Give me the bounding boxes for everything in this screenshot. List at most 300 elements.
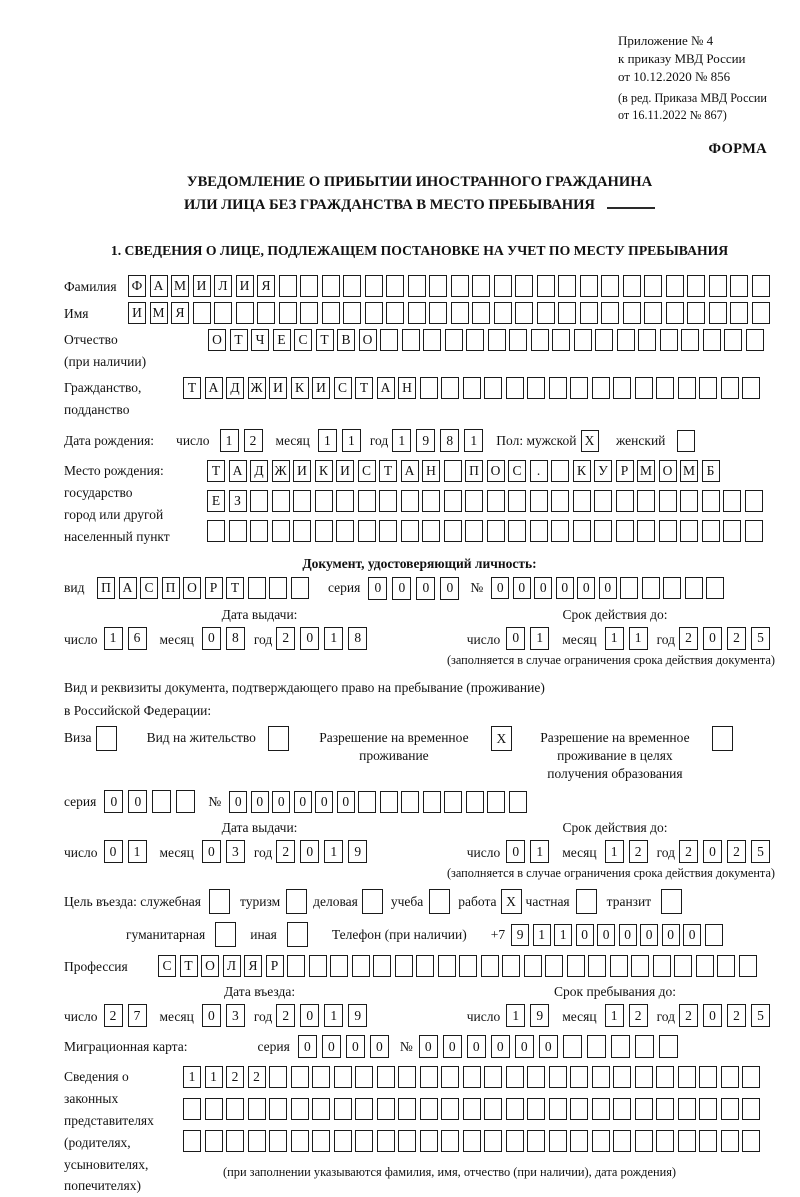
char-cell[interactable]: [721, 377, 739, 399]
char-cell[interactable]: С: [508, 460, 526, 482]
char-cell[interactable]: [730, 302, 748, 324]
char-cell[interactable]: 1: [324, 627, 343, 650]
char-cell[interactable]: [343, 302, 361, 324]
purpose-work-checkbox[interactable]: [501, 889, 522, 914]
char-cell[interactable]: 5: [751, 627, 770, 650]
char-cell[interactable]: [287, 922, 308, 947]
char-cell[interactable]: 0: [346, 1035, 365, 1058]
char-cell[interactable]: Т: [183, 377, 201, 399]
char-cell[interactable]: .: [530, 460, 548, 482]
char-cell[interactable]: [573, 520, 591, 542]
char-cell[interactable]: [377, 1130, 395, 1152]
char-cell[interactable]: 1: [506, 1004, 525, 1027]
char-cell[interactable]: И: [269, 377, 287, 399]
char-cell[interactable]: [183, 1098, 201, 1120]
char-cell[interactable]: [549, 1130, 567, 1152]
char-cell[interactable]: X: [491, 726, 512, 751]
char-cell[interactable]: [365, 302, 383, 324]
char-cell[interactable]: 6: [128, 627, 147, 650]
char-cell[interactable]: [659, 520, 677, 542]
char-cell[interactable]: [611, 1035, 630, 1058]
char-cell[interactable]: [616, 520, 634, 542]
char-cell[interactable]: [506, 1130, 524, 1152]
char-cell[interactable]: [441, 377, 459, 399]
char-cell[interactable]: 0: [272, 791, 290, 813]
char-cell[interactable]: [620, 577, 638, 599]
entry-day-cells[interactable]: [104, 1004, 152, 1027]
char-cell[interactable]: [465, 490, 483, 512]
char-cell[interactable]: [248, 577, 266, 599]
char-cell[interactable]: [207, 520, 225, 542]
char-cell[interactable]: [429, 889, 450, 914]
char-cell[interactable]: Я: [257, 275, 275, 297]
char-cell[interactable]: [358, 490, 376, 512]
char-cell[interactable]: [463, 1130, 481, 1152]
char-cell[interactable]: [644, 275, 662, 297]
char-cell[interactable]: [279, 302, 297, 324]
char-cell[interactable]: П: [162, 577, 180, 599]
char-cell[interactable]: Р: [266, 955, 284, 977]
char-cell[interactable]: [459, 955, 477, 977]
char-cell[interactable]: [524, 955, 542, 977]
char-cell[interactable]: Я: [244, 955, 262, 977]
char-cell[interactable]: 5: [751, 840, 770, 863]
char-cell[interactable]: [502, 955, 520, 977]
char-cell[interactable]: [408, 275, 426, 297]
char-cell[interactable]: И: [293, 460, 311, 482]
char-cell[interactable]: [592, 1130, 610, 1152]
representatives-cells-2[interactable]: [183, 1098, 764, 1120]
doc-kind-cells[interactable]: [97, 577, 312, 599]
char-cell[interactable]: 2: [276, 627, 295, 650]
char-cell[interactable]: [441, 1066, 459, 1088]
char-cell[interactable]: [420, 1098, 438, 1120]
char-cell[interactable]: 0: [300, 627, 319, 650]
char-cell[interactable]: [279, 275, 297, 297]
char-cell[interactable]: [617, 329, 635, 351]
doc-issue-month-cells[interactable]: [202, 627, 250, 650]
char-cell[interactable]: [638, 329, 656, 351]
char-cell[interactable]: [705, 924, 723, 946]
char-cell[interactable]: 0: [467, 1035, 486, 1058]
purpose-humanitarian-checkbox[interactable]: [215, 922, 236, 947]
char-cell[interactable]: 1: [104, 627, 123, 650]
char-cell[interactable]: [712, 726, 733, 751]
char-cell[interactable]: [642, 577, 660, 599]
char-cell[interactable]: Д: [250, 460, 268, 482]
char-cell[interactable]: [752, 302, 770, 324]
char-cell[interactable]: А: [205, 377, 223, 399]
char-cell[interactable]: 0: [128, 790, 147, 813]
char-cell[interactable]: [709, 302, 727, 324]
char-cell[interactable]: [549, 377, 567, 399]
doc-issue-day-cells[interactable]: [104, 627, 152, 650]
char-cell[interactable]: [515, 302, 533, 324]
purpose-other-checkbox[interactable]: [287, 922, 308, 947]
char-cell[interactable]: [537, 302, 555, 324]
char-cell[interactable]: [334, 1098, 352, 1120]
char-cell[interactable]: [422, 490, 440, 512]
birth-place-cells-2[interactable]: [207, 490, 766, 512]
char-cell[interactable]: Р: [616, 460, 634, 482]
birth-month-cells[interactable]: [318, 429, 366, 452]
char-cell[interactable]: [644, 302, 662, 324]
char-cell[interactable]: [484, 1130, 502, 1152]
char-cell[interactable]: Я: [171, 302, 189, 324]
char-cell[interactable]: [494, 275, 512, 297]
char-cell[interactable]: [379, 490, 397, 512]
char-cell[interactable]: 1: [554, 924, 572, 946]
char-cell[interactable]: [481, 955, 499, 977]
char-cell[interactable]: [300, 302, 318, 324]
char-cell[interactable]: [312, 1130, 330, 1152]
char-cell[interactable]: 2: [727, 1004, 746, 1027]
char-cell[interactable]: [613, 1130, 631, 1152]
char-cell[interactable]: [570, 1098, 588, 1120]
char-cell[interactable]: [699, 1098, 717, 1120]
char-cell[interactable]: [293, 520, 311, 542]
char-cell[interactable]: [595, 329, 613, 351]
permit-valid-year-cells[interactable]: [679, 840, 775, 863]
char-cell[interactable]: [552, 329, 570, 351]
representatives-cells-1[interactable]: [183, 1066, 764, 1088]
char-cell[interactable]: [509, 329, 527, 351]
char-cell[interactable]: [635, 1098, 653, 1120]
char-cell[interactable]: [551, 490, 569, 512]
char-cell[interactable]: П: [97, 577, 115, 599]
char-cell[interactable]: [739, 955, 757, 977]
char-cell[interactable]: [408, 302, 426, 324]
char-cell[interactable]: 0: [368, 577, 387, 600]
char-cell[interactable]: А: [377, 377, 395, 399]
char-cell[interactable]: [291, 1130, 309, 1152]
residence-permit-checkbox[interactable]: [268, 726, 289, 751]
char-cell[interactable]: 0: [300, 1004, 319, 1027]
char-cell[interactable]: [663, 577, 681, 599]
char-cell[interactable]: 1: [183, 1066, 201, 1088]
char-cell[interactable]: [463, 1098, 481, 1120]
char-cell[interactable]: [401, 490, 419, 512]
char-cell[interactable]: 0: [337, 791, 355, 813]
char-cell[interactable]: 1: [464, 429, 483, 452]
char-cell[interactable]: [494, 302, 512, 324]
char-cell[interactable]: Т: [316, 329, 334, 351]
char-cell[interactable]: [656, 1098, 674, 1120]
entry-month-cells[interactable]: [202, 1004, 250, 1027]
sex-male-checkbox[interactable]: [581, 430, 603, 452]
char-cell[interactable]: [613, 377, 631, 399]
char-cell[interactable]: 0: [599, 577, 617, 599]
char-cell[interactable]: 0: [491, 1035, 510, 1058]
temp-residence-permit-checkbox[interactable]: [491, 726, 512, 751]
char-cell[interactable]: З: [229, 490, 247, 512]
char-cell[interactable]: [506, 377, 524, 399]
char-cell[interactable]: [551, 460, 569, 482]
char-cell[interactable]: [215, 922, 236, 947]
char-cell[interactable]: [723, 520, 741, 542]
char-cell[interactable]: [291, 1066, 309, 1088]
char-cell[interactable]: [687, 302, 705, 324]
char-cell[interactable]: 3: [226, 1004, 245, 1027]
char-cell[interactable]: Р: [205, 577, 223, 599]
char-cell[interactable]: [438, 955, 456, 977]
char-cell[interactable]: [631, 955, 649, 977]
char-cell[interactable]: М: [680, 460, 698, 482]
char-cell[interactable]: И: [336, 460, 354, 482]
char-cell[interactable]: [699, 1130, 717, 1152]
char-cell[interactable]: И: [236, 275, 254, 297]
char-cell[interactable]: [193, 302, 211, 324]
char-cell[interactable]: 9: [416, 429, 435, 452]
char-cell[interactable]: [441, 1130, 459, 1152]
char-cell[interactable]: [401, 520, 419, 542]
char-cell[interactable]: 2: [104, 1004, 123, 1027]
char-cell[interactable]: [248, 1130, 266, 1152]
char-cell[interactable]: Ж: [248, 377, 266, 399]
char-cell[interactable]: 0: [515, 1035, 534, 1058]
char-cell[interactable]: [322, 275, 340, 297]
char-cell[interactable]: 2: [244, 429, 263, 452]
char-cell[interactable]: О: [359, 329, 377, 351]
char-cell[interactable]: [465, 520, 483, 542]
edu-residence-permit-checkbox[interactable]: [712, 726, 733, 751]
char-cell[interactable]: [444, 520, 462, 542]
char-cell[interactable]: [250, 490, 268, 512]
char-cell[interactable]: О: [659, 460, 677, 482]
char-cell[interactable]: [365, 275, 383, 297]
char-cell[interactable]: [334, 1066, 352, 1088]
char-cell[interactable]: 0: [513, 577, 531, 599]
char-cell[interactable]: 7: [128, 1004, 147, 1027]
char-cell[interactable]: [702, 490, 720, 512]
char-cell[interactable]: [444, 490, 462, 512]
char-cell[interactable]: 1: [629, 627, 648, 650]
representatives-cells-3[interactable]: [183, 1130, 764, 1152]
char-cell[interactable]: [637, 520, 655, 542]
profession-cells[interactable]: [158, 955, 760, 977]
char-cell[interactable]: [205, 1130, 223, 1152]
char-cell[interactable]: У: [594, 460, 612, 482]
char-cell[interactable]: [312, 1066, 330, 1088]
permit-number-cells[interactable]: [229, 791, 530, 813]
char-cell[interactable]: [506, 1066, 524, 1088]
char-cell[interactable]: К: [291, 377, 309, 399]
char-cell[interactable]: [537, 275, 555, 297]
char-cell[interactable]: [386, 275, 404, 297]
entry-year-cells[interactable]: [276, 1004, 372, 1027]
char-cell[interactable]: Ж: [272, 460, 290, 482]
char-cell[interactable]: [355, 1098, 373, 1120]
char-cell[interactable]: [527, 377, 545, 399]
char-cell[interactable]: [96, 726, 117, 751]
char-cell[interactable]: [558, 302, 576, 324]
char-cell[interactable]: 3: [226, 840, 245, 863]
char-cell[interactable]: 0: [506, 840, 525, 863]
char-cell[interactable]: [680, 490, 698, 512]
char-cell[interactable]: Т: [180, 955, 198, 977]
migcard-number-cells[interactable]: [419, 1035, 683, 1058]
char-cell[interactable]: 9: [348, 840, 367, 863]
char-cell[interactable]: Н: [422, 460, 440, 482]
stay-month-cells[interactable]: [605, 1004, 653, 1027]
char-cell[interactable]: [659, 1035, 678, 1058]
char-cell[interactable]: [315, 490, 333, 512]
char-cell[interactable]: X: [581, 430, 599, 452]
char-cell[interactable]: М: [171, 275, 189, 297]
char-cell[interactable]: [610, 955, 628, 977]
char-cell[interactable]: [623, 302, 641, 324]
char-cell[interactable]: 0: [703, 1004, 722, 1027]
char-cell[interactable]: 2: [727, 627, 746, 650]
permit-issue-year-cells[interactable]: [276, 840, 372, 863]
char-cell[interactable]: [506, 1098, 524, 1120]
char-cell[interactable]: [451, 302, 469, 324]
char-cell[interactable]: [685, 577, 703, 599]
char-cell[interactable]: 2: [679, 1004, 698, 1027]
char-cell[interactable]: [358, 791, 376, 813]
char-cell[interactable]: 1: [530, 840, 549, 863]
char-cell[interactable]: [355, 1130, 373, 1152]
char-cell[interactable]: К: [315, 460, 333, 482]
char-cell[interactable]: [656, 377, 674, 399]
char-cell[interactable]: 0: [298, 1035, 317, 1058]
char-cell[interactable]: Т: [355, 377, 373, 399]
given-name-cells[interactable]: [128, 302, 773, 324]
char-cell[interactable]: А: [401, 460, 419, 482]
doc-number-cells[interactable]: [491, 577, 728, 599]
char-cell[interactable]: 2: [629, 1004, 648, 1027]
char-cell[interactable]: [601, 275, 619, 297]
char-cell[interactable]: [398, 1066, 416, 1088]
char-cell[interactable]: 0: [576, 924, 594, 946]
char-cell[interactable]: [678, 377, 696, 399]
char-cell[interactable]: 0: [300, 840, 319, 863]
char-cell[interactable]: М: [637, 460, 655, 482]
char-cell[interactable]: 0: [506, 627, 525, 650]
char-cell[interactable]: [660, 329, 678, 351]
doc-valid-day-cells[interactable]: [506, 627, 554, 650]
char-cell[interactable]: [420, 1066, 438, 1088]
char-cell[interactable]: [588, 955, 606, 977]
char-cell[interactable]: [724, 329, 742, 351]
char-cell[interactable]: 2: [679, 627, 698, 650]
char-cell[interactable]: [563, 1035, 582, 1058]
char-cell[interactable]: [484, 1098, 502, 1120]
char-cell[interactable]: [423, 329, 441, 351]
char-cell[interactable]: [336, 520, 354, 542]
char-cell[interactable]: 1: [324, 840, 343, 863]
char-cell[interactable]: [466, 329, 484, 351]
char-cell[interactable]: Е: [273, 329, 291, 351]
char-cell[interactable]: 0: [202, 627, 221, 650]
char-cell[interactable]: О: [208, 329, 226, 351]
char-cell[interactable]: [422, 520, 440, 542]
char-cell[interactable]: Т: [207, 460, 225, 482]
char-cell[interactable]: [373, 955, 391, 977]
char-cell[interactable]: [472, 275, 490, 297]
doc-series-cells[interactable]: [368, 577, 464, 600]
char-cell[interactable]: [721, 1066, 739, 1088]
char-cell[interactable]: 0: [416, 577, 435, 600]
doc-valid-month-cells[interactable]: [605, 627, 653, 650]
char-cell[interactable]: [484, 1066, 502, 1088]
char-cell[interactable]: X: [501, 889, 522, 914]
char-cell[interactable]: 9: [348, 1004, 367, 1027]
char-cell[interactable]: [613, 1066, 631, 1088]
char-cell[interactable]: [745, 520, 763, 542]
char-cell[interactable]: Е: [207, 490, 225, 512]
char-cell[interactable]: [398, 1098, 416, 1120]
char-cell[interactable]: [742, 1130, 760, 1152]
char-cell[interactable]: 0: [104, 840, 123, 863]
char-cell[interactable]: [723, 490, 741, 512]
char-cell[interactable]: [706, 577, 724, 599]
char-cell[interactable]: [545, 955, 563, 977]
surname-cells[interactable]: [128, 275, 773, 297]
char-cell[interactable]: [653, 955, 671, 977]
char-cell[interactable]: 0: [443, 1035, 462, 1058]
char-cell[interactable]: [386, 302, 404, 324]
char-cell[interactable]: [549, 1066, 567, 1088]
char-cell[interactable]: [291, 1098, 309, 1120]
char-cell[interactable]: [300, 275, 318, 297]
char-cell[interactable]: 1: [605, 840, 624, 863]
birth-year-cells[interactable]: [392, 429, 488, 452]
char-cell[interactable]: [592, 1098, 610, 1120]
visa-checkbox[interactable]: [96, 726, 117, 751]
char-cell[interactable]: Л: [214, 275, 232, 297]
char-cell[interactable]: 0: [104, 790, 123, 813]
char-cell[interactable]: 0: [662, 924, 680, 946]
char-cell[interactable]: 1: [605, 627, 624, 650]
char-cell[interactable]: 1: [533, 924, 551, 946]
char-cell[interactable]: [152, 790, 171, 813]
char-cell[interactable]: [592, 1066, 610, 1088]
char-cell[interactable]: [269, 1066, 287, 1088]
char-cell[interactable]: [661, 889, 682, 914]
char-cell[interactable]: 0: [315, 791, 333, 813]
char-cell[interactable]: [420, 377, 438, 399]
char-cell[interactable]: [309, 955, 327, 977]
char-cell[interactable]: [444, 791, 462, 813]
char-cell[interactable]: [352, 955, 370, 977]
char-cell[interactable]: [549, 1098, 567, 1120]
char-cell[interactable]: С: [294, 329, 312, 351]
char-cell[interactable]: 0: [202, 1004, 221, 1027]
char-cell[interactable]: [527, 1098, 545, 1120]
char-cell[interactable]: [558, 275, 576, 297]
char-cell[interactable]: А: [229, 460, 247, 482]
char-cell[interactable]: [488, 329, 506, 351]
char-cell[interactable]: [635, 377, 653, 399]
char-cell[interactable]: [730, 275, 748, 297]
char-cell[interactable]: [487, 520, 505, 542]
char-cell[interactable]: 0: [539, 1035, 558, 1058]
char-cell[interactable]: [429, 302, 447, 324]
char-cell[interactable]: [531, 329, 549, 351]
char-cell[interactable]: [250, 520, 268, 542]
char-cell[interactable]: [183, 1130, 201, 1152]
char-cell[interactable]: С: [158, 955, 176, 977]
char-cell[interactable]: Т: [379, 460, 397, 482]
char-cell[interactable]: [226, 1098, 244, 1120]
char-cell[interactable]: 0: [419, 1035, 438, 1058]
char-cell[interactable]: Т: [226, 577, 244, 599]
char-cell[interactable]: [398, 1130, 416, 1152]
char-cell[interactable]: [508, 490, 526, 512]
char-cell[interactable]: [587, 1035, 606, 1058]
permit-series-cells[interactable]: [104, 790, 200, 813]
